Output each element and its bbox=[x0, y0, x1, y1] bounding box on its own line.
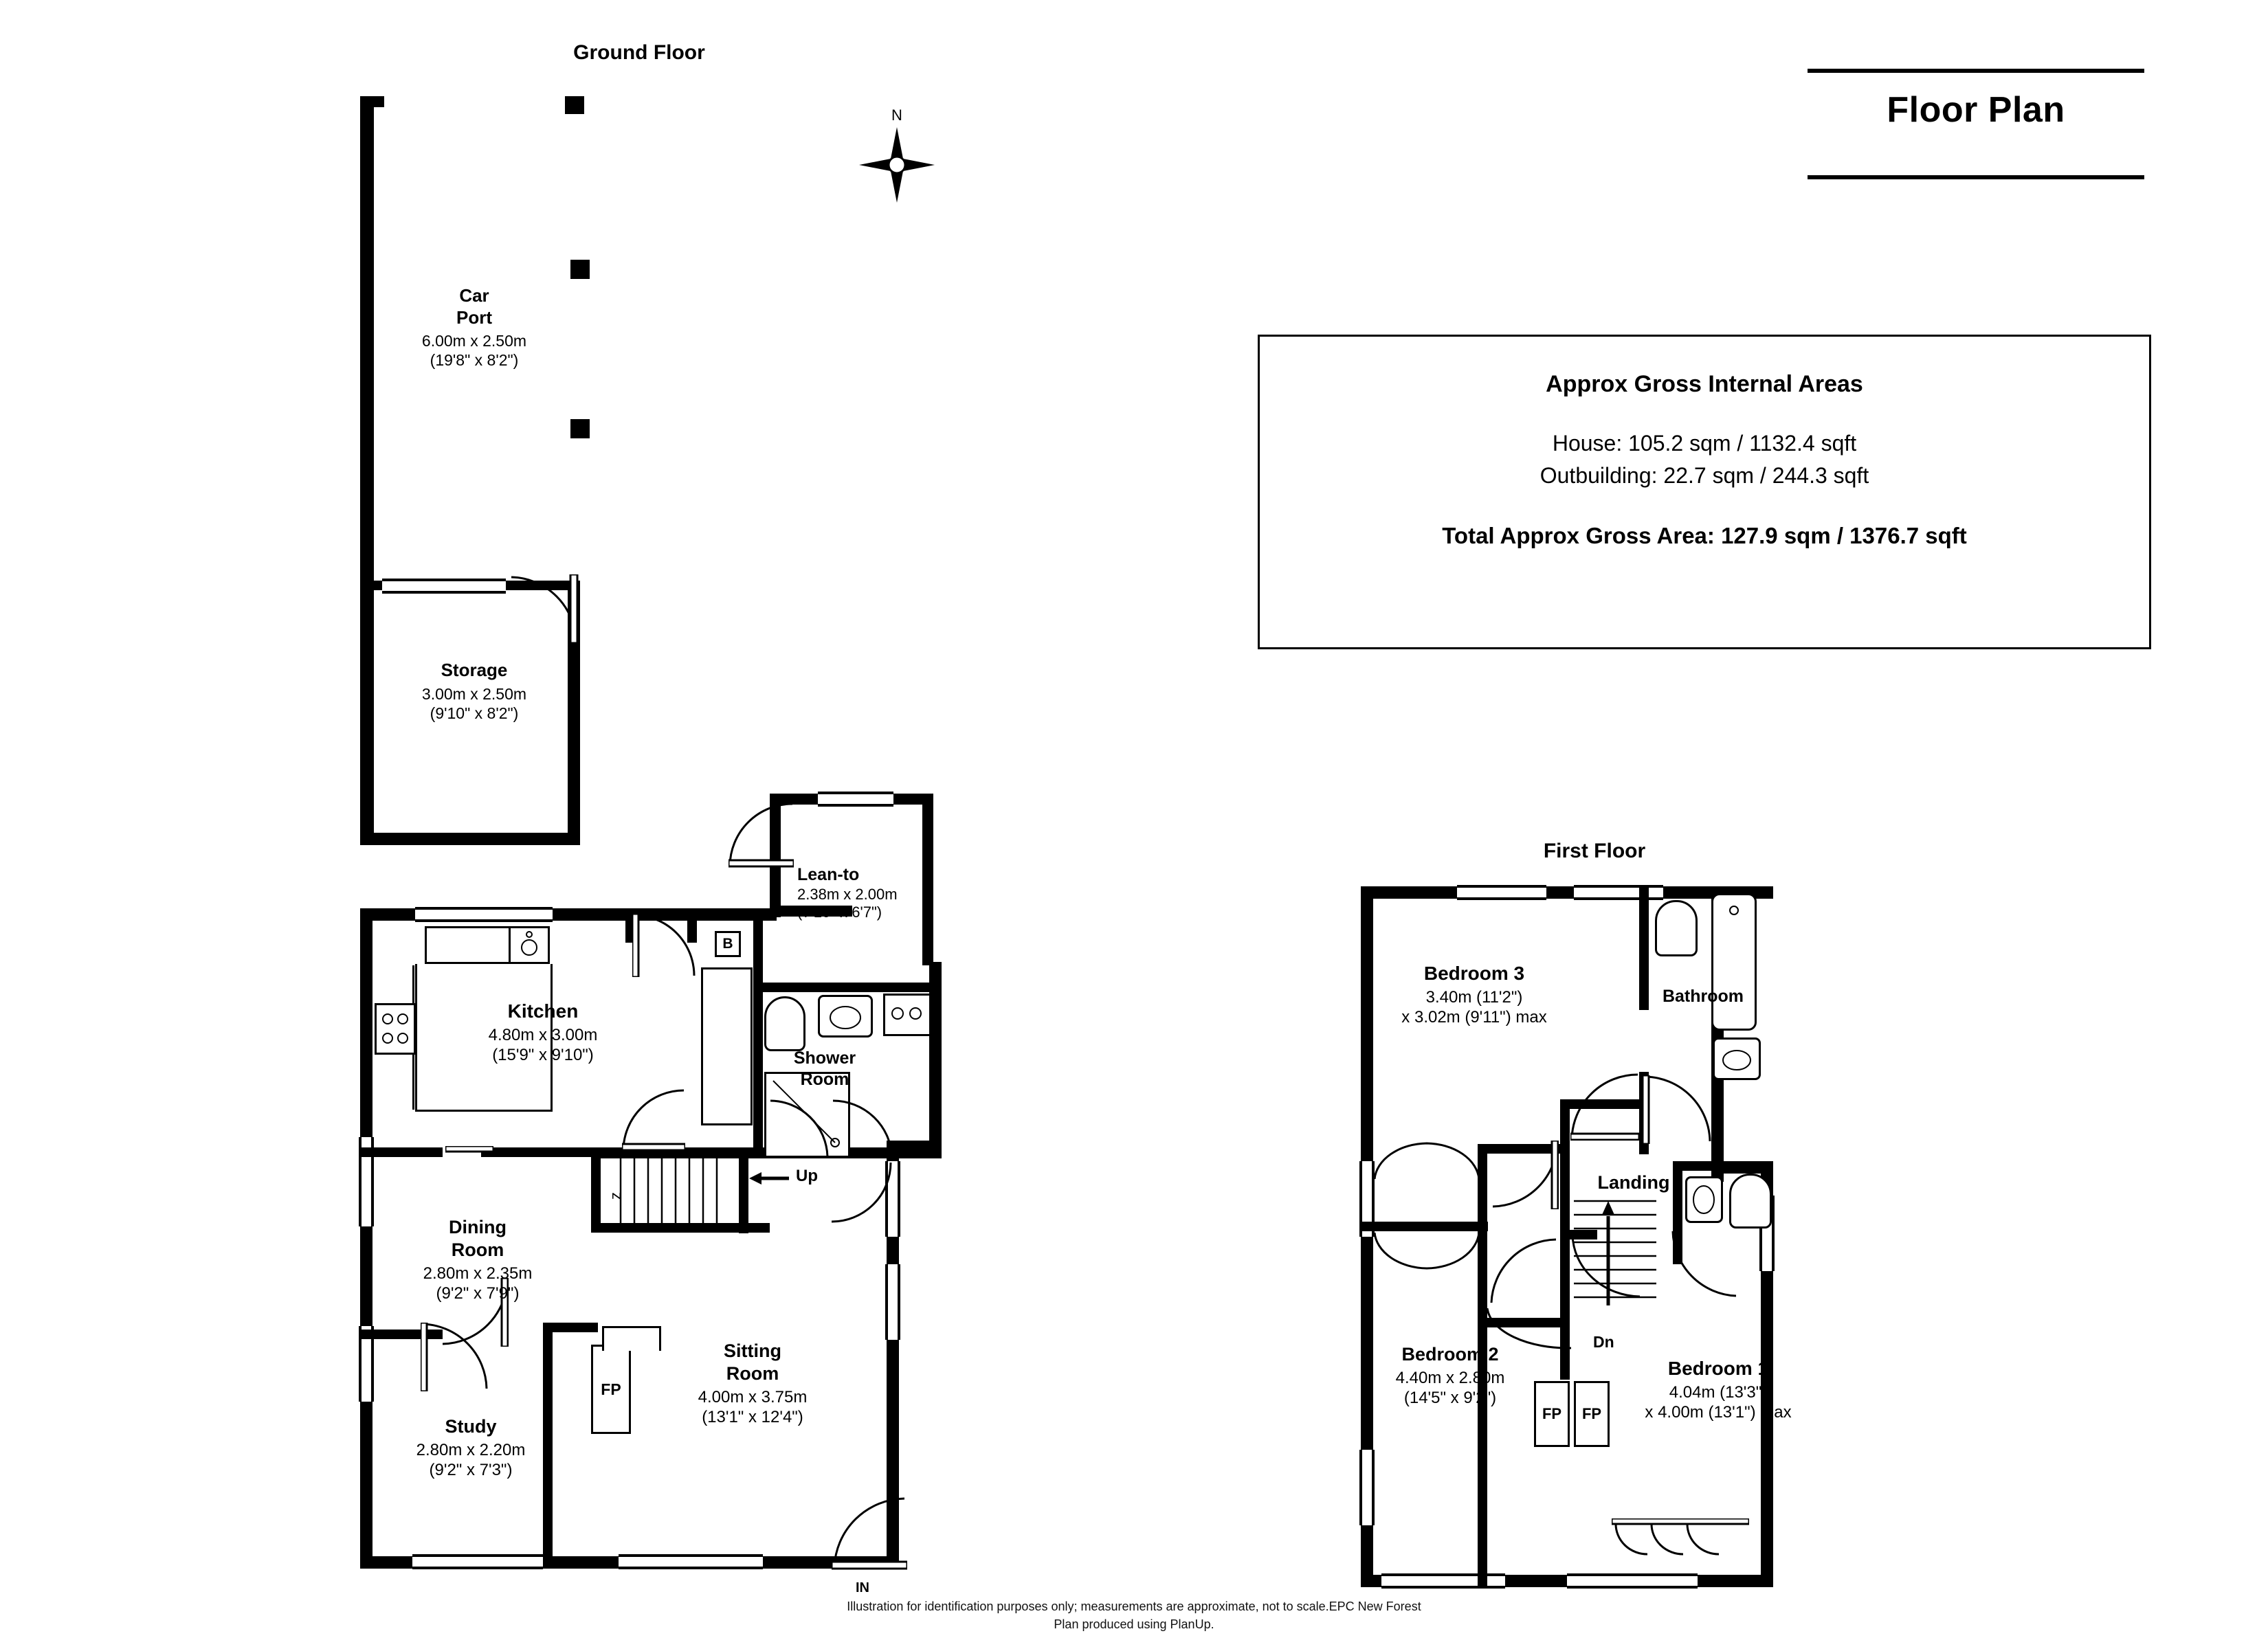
room-name-dining-line2: Room bbox=[451, 1239, 504, 1260]
ensuite-door bbox=[1643, 1075, 1711, 1144]
wardrobe-bedroom3 bbox=[1372, 1141, 1482, 1182]
toilet-ensuite bbox=[1729, 1174, 1772, 1229]
room-dim-lean-to-ft: (7'10" x 6'7") bbox=[797, 904, 882, 921]
shower-top-wall bbox=[753, 983, 939, 992]
page-title: Floor Plan bbox=[1887, 90, 2065, 130]
room-name-shower-line1: Shower bbox=[793, 1048, 856, 1068]
leanto-door bbox=[729, 803, 794, 868]
sitting-window-bottom bbox=[619, 1554, 763, 1569]
room-name-lean-to: Lean-to bbox=[797, 865, 860, 884]
room-dim-study-m: 2.80m x 2.20m bbox=[416, 1440, 526, 1459]
leanto-window bbox=[818, 792, 893, 807]
room-label-bedroom-1 bbox=[1608, 1357, 1828, 1423]
title-rule-bottom bbox=[1808, 175, 2144, 179]
room-label-study bbox=[385, 1415, 557, 1480]
first-floor-title: First Floor bbox=[1543, 840, 1646, 862]
carport-left-wall bbox=[360, 96, 374, 845]
room-name-study: Study bbox=[445, 1416, 497, 1437]
room-dim-bedroom-1-m: 4.04m (13'3") bbox=[1669, 1383, 1768, 1402]
sitting-door-top bbox=[832, 1099, 893, 1160]
footer bbox=[0, 1597, 2268, 1633]
room-label-shower-room bbox=[756, 1048, 893, 1090]
dining-top-wall bbox=[360, 1147, 443, 1157]
staircase-ground bbox=[608, 1158, 735, 1224]
carport-post-3 bbox=[570, 419, 590, 438]
landing-door bbox=[1571, 1233, 1643, 1299]
room-name-kitchen: Kitchen bbox=[507, 1000, 579, 1022]
bedroom2-door bbox=[1490, 1237, 1559, 1305]
room-dim-study-ft: (9'2" x 7'3") bbox=[429, 1461, 513, 1480]
entrance-label: IN bbox=[856, 1580, 869, 1595]
study-door-2 bbox=[421, 1323, 489, 1391]
room-dim-bedroom-3-ft: x 3.02m (9'11") max bbox=[1401, 1008, 1547, 1027]
room-label-car-port bbox=[385, 285, 564, 370]
basin-ground bbox=[818, 995, 873, 1037]
house-left-wall bbox=[360, 908, 373, 1568]
areas-box bbox=[1258, 335, 2151, 649]
carport-top-stub bbox=[360, 96, 384, 107]
bedroom3-door bbox=[1490, 1141, 1559, 1209]
bathroom-door bbox=[1570, 1072, 1639, 1141]
ff-window-top-2 bbox=[1574, 885, 1663, 900]
wardrobe-bedroom2 bbox=[1372, 1230, 1482, 1271]
storage-door bbox=[510, 574, 579, 643]
room-label-kitchen bbox=[440, 1000, 646, 1066]
room-dim-bedroom-3-m: 3.40m (11'2") bbox=[1425, 988, 1523, 1007]
room-dim-sitting-ft: (13'1" x 12'4") bbox=[702, 1408, 803, 1427]
room-name-dining-line1: Dining bbox=[449, 1217, 507, 1237]
room-label-lean-to bbox=[797, 864, 969, 922]
areas-heading: Approx Gross Internal Areas bbox=[1546, 371, 1863, 397]
room-label-bedroom-2 bbox=[1357, 1343, 1543, 1408]
shower-door bbox=[768, 1099, 829, 1158]
kitchen-hob-left bbox=[375, 1003, 416, 1055]
room-dim-dining-ft: (9'2" x 7'9") bbox=[436, 1284, 520, 1303]
storage-window bbox=[382, 579, 506, 594]
study-window-bottom bbox=[412, 1554, 543, 1569]
entrance-door bbox=[832, 1494, 907, 1570]
kitchen-door-top bbox=[632, 914, 696, 977]
room-name-car-port-line1: Car bbox=[459, 285, 489, 306]
room-label-landing bbox=[1561, 1171, 1706, 1194]
basin-bathroom bbox=[1713, 1037, 1761, 1080]
kitchen-sink bbox=[509, 926, 550, 964]
room-name-landing: Landing bbox=[1597, 1172, 1670, 1193]
room-name-car-port-line2: Port bbox=[456, 306, 492, 328]
fireplace-ground-hearth bbox=[602, 1326, 661, 1351]
house-top-wall-right bbox=[687, 908, 777, 921]
shower-unit-small bbox=[883, 994, 931, 1036]
boiler-marker: B bbox=[715, 931, 741, 957]
ground-floor-title: Ground Floor bbox=[573, 41, 705, 64]
kitchen-door-hall bbox=[622, 1089, 685, 1151]
room-name-bathroom: Bathroom bbox=[1662, 987, 1744, 1006]
fireplace-bedroom-1: FP bbox=[1574, 1381, 1610, 1447]
kitchen-counter-line-h bbox=[415, 1110, 553, 1112]
kitchen-unit-right bbox=[701, 967, 753, 1125]
dining-top-wall-2 bbox=[481, 1147, 598, 1157]
stairs-up-label: Up bbox=[796, 1167, 818, 1185]
bedroom1-ensuite-door bbox=[1670, 1230, 1739, 1299]
room-dim-storage-ft: (9'10" x 8'2") bbox=[430, 704, 519, 722]
room-dim-bedroom-2-m: 4.40m x 2.80m bbox=[1395, 1368, 1505, 1387]
room-dim-kitchen-m: 4.80m x 3.00m bbox=[488, 1026, 598, 1045]
dining-door-top bbox=[445, 1146, 493, 1194]
room-name-sitting-line2: Room bbox=[726, 1362, 779, 1384]
room-name-bedroom-3: Bedroom 3 bbox=[1423, 963, 1525, 984]
room-label-sitting-room bbox=[663, 1340, 842, 1427]
room-dim-storage-m: 3.00m x 2.50m bbox=[421, 684, 527, 703]
sitting-window-right-2 bbox=[885, 1264, 900, 1340]
areas-outbuilding: Outbuilding: 22.7 sqm / 244.3 sqft bbox=[1539, 463, 1869, 488]
room-name-bedroom-2: Bedroom 2 bbox=[1401, 1344, 1499, 1365]
areas-total: Total Approx Gross Area: 127.9 sqm / 1376.7 sqft bbox=[1442, 523, 1967, 548]
svg-text:z: z bbox=[608, 1192, 624, 1200]
footer-line-2: Plan produced using PlanUp. bbox=[1054, 1617, 1214, 1632]
bathtub bbox=[1711, 893, 1757, 1031]
bed1-window-bottom bbox=[1567, 1573, 1698, 1589]
kitchen-hob-top bbox=[425, 926, 514, 964]
carport-post-2 bbox=[570, 260, 590, 279]
room-dim-kitchen-ft: (15'9" x 9'10") bbox=[492, 1046, 594, 1065]
fireplace-ground: FP bbox=[591, 1345, 631, 1434]
room-name-bedroom-1: Bedroom 1 bbox=[1667, 1358, 1769, 1379]
room-dim-dining-m: 2.80m x 2.35m bbox=[423, 1264, 533, 1283]
room-dim-sitting-m: 4.00m x 3.75m bbox=[698, 1387, 808, 1406]
sitting-door-side bbox=[830, 1161, 892, 1223]
room-name-storage: Storage bbox=[441, 660, 508, 680]
storage-bottom-wall bbox=[360, 833, 580, 845]
kitchen-window-top bbox=[415, 907, 553, 922]
svg-text:N: N bbox=[891, 106, 902, 124]
footer-line-1: Illustration for identification purposes only; measurements are approximate, not to scale.EPC New Forest bbox=[847, 1600, 1421, 1613]
compass-rose bbox=[859, 106, 935, 203]
room-label-bedroom-3 bbox=[1371, 962, 1577, 1028]
areas-house: House: 105.2 sqm / 1132.4 sqft bbox=[1552, 431, 1857, 456]
toilet-ground bbox=[764, 996, 805, 1051]
bed3-window-top bbox=[1457, 885, 1546, 900]
ensuite-top-wall bbox=[1673, 1161, 1728, 1171]
study-right-top bbox=[543, 1323, 598, 1332]
room-dim-bedroom-1-ft: x 4.00m (13'1") max bbox=[1645, 1403, 1792, 1422]
carport-post-1 bbox=[565, 96, 584, 114]
room-dim-bedroom-2-ft: (14'5" x 9'2") bbox=[1403, 1389, 1497, 1408]
room-label-bathroom bbox=[1641, 986, 1765, 1007]
fireplace-bedroom-2: FP bbox=[1534, 1381, 1570, 1447]
stairs-down-label: Dn bbox=[1593, 1333, 1614, 1351]
room-label-dining-room bbox=[392, 1216, 564, 1303]
room-dim-car-port-ft: (19'8" x 8'2") bbox=[430, 351, 519, 370]
stairs-up-arrow bbox=[749, 1168, 790, 1189]
landing-left-wall-2 bbox=[1560, 1189, 1570, 1230]
room-dim-lean-to-m: 2.38m x 2.00m bbox=[797, 885, 898, 903]
toilet-bathroom bbox=[1655, 900, 1698, 956]
room-dim-car-port-m: 6.00m x 2.50m bbox=[421, 332, 527, 350]
kitchen-counter-line-v bbox=[415, 964, 417, 1112]
bed2-window-left bbox=[1359, 1450, 1375, 1525]
room-name-sitting-line1: Sitting bbox=[724, 1340, 781, 1361]
hall-left-wall bbox=[591, 1147, 601, 1230]
room-name-shower-line2: Room bbox=[800, 1069, 849, 1089]
stair-right-wall bbox=[739, 1147, 748, 1233]
room-label-storage bbox=[385, 660, 564, 723]
title-rule-top bbox=[1808, 69, 2144, 73]
wardrobe-bedroom1 bbox=[1612, 1518, 1749, 1557]
